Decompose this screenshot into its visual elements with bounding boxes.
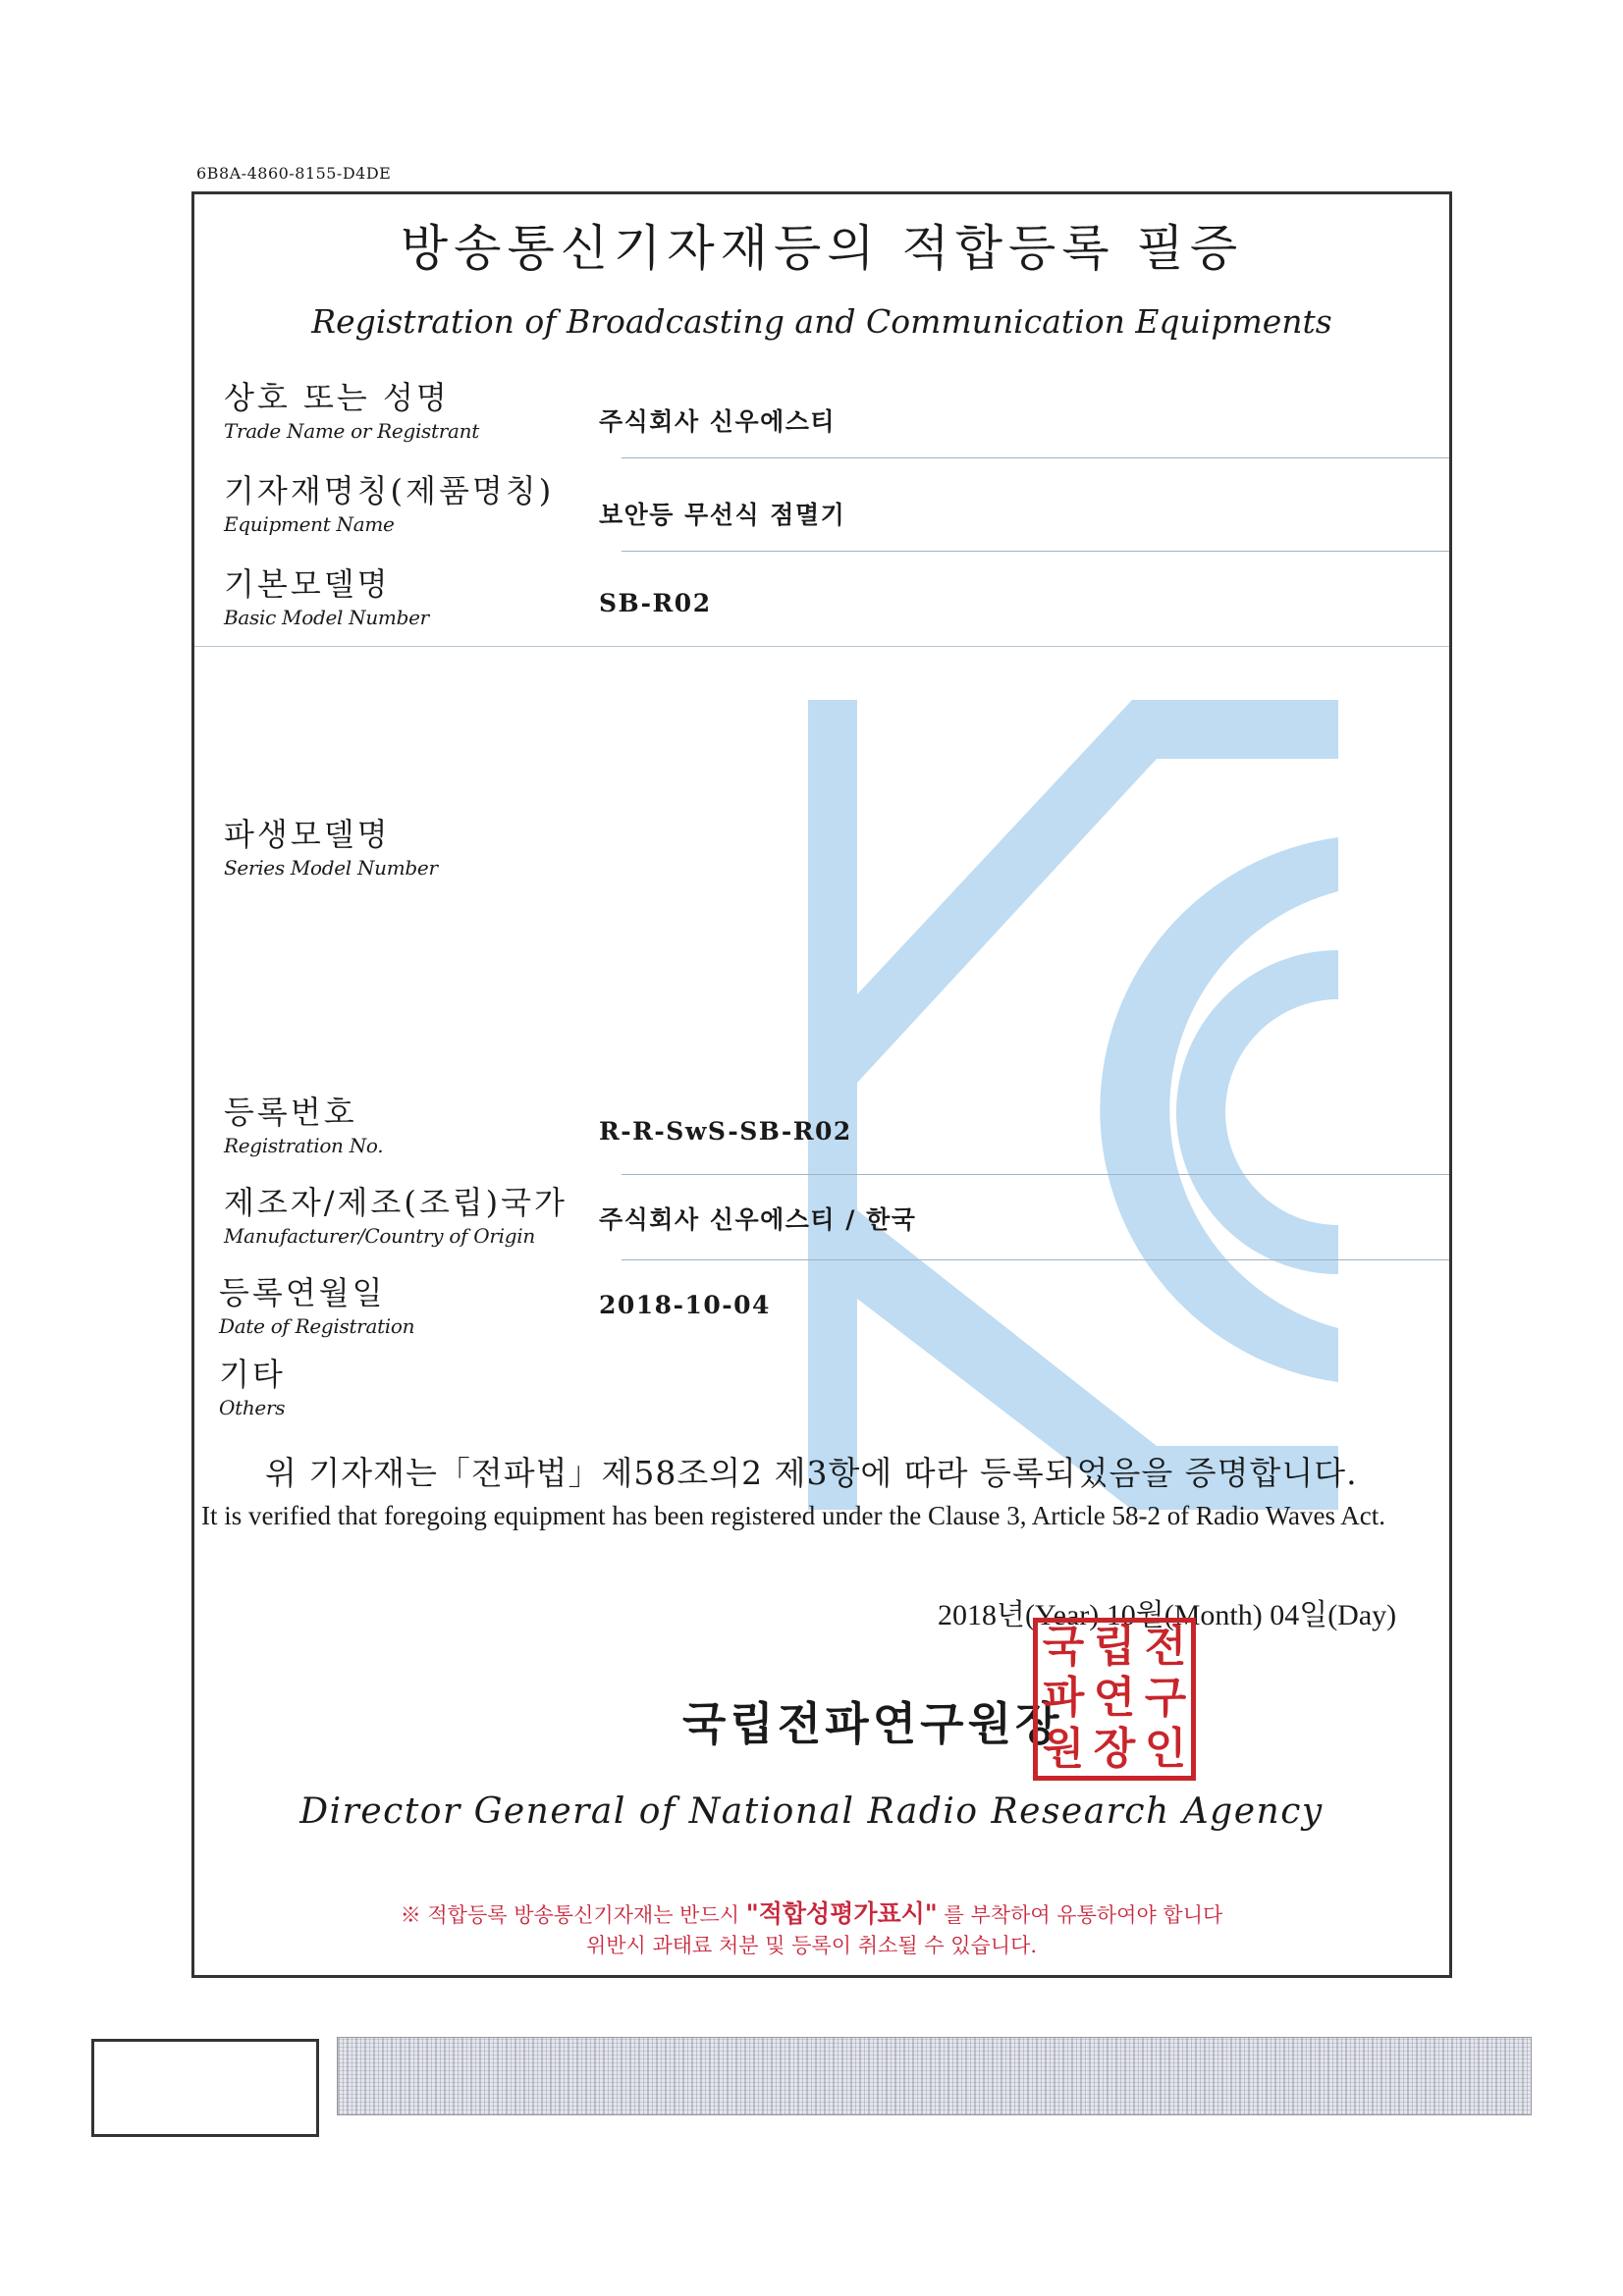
seal-char: 인: [1144, 1724, 1187, 1774]
seal-char: 파: [1042, 1673, 1085, 1723]
stamp-box: [91, 2039, 319, 2137]
registration-date-label: [219, 1276, 414, 1338]
seal-char: 전: [1144, 1622, 1187, 1672]
statement-korean: 위 기자재는「전파법」제58조의2 제3항에 따라 등록되었음을 증명합니다.: [265, 1454, 1358, 1492]
issuer-korean: 국립전파연구원장: [682, 1697, 1063, 1750]
notice-emphasis: "적합성평가표시": [745, 1899, 938, 1928]
security-pattern-strip: [337, 2037, 1532, 2115]
manufacturer-label-ko: 제조자/제조(조립)국가: [224, 1184, 568, 1221]
basic-model-label: [224, 567, 429, 629]
seal-char: 구: [1144, 1673, 1187, 1723]
issuer-english: Director General of National Radio Research Agency: [299, 1791, 1324, 1832]
registration-no-label-en: Registration No.: [224, 1134, 384, 1158]
seal-char: 장: [1093, 1724, 1136, 1774]
equipment-name-value: 보안등 무선식 점멸기: [599, 501, 846, 529]
divider: [194, 646, 1449, 647]
notice-line-1: [0, 1895, 1623, 1930]
trade-name-label-en: Trade Name or Registrant: [224, 419, 479, 444]
basic-model-label-ko: 기본모델명: [224, 565, 391, 603]
equipment-name-label: [224, 474, 554, 536]
divider: [622, 1174, 1449, 1175]
seal-char: 원: [1042, 1724, 1085, 1774]
basic-model-label-en: Basic Model Number: [224, 606, 429, 630]
registration-date-label-en: Date of Registration: [219, 1314, 415, 1339]
statement-english: It is verified that foregoing equipment has been registered under the Clause 3, Article 58-2 of Radio Waves Act.: [201, 1501, 1385, 1530]
issue-date: 2018년(Year) 10월(Month) 04일(Day): [938, 1599, 1397, 1631]
trade-name-label-ko: 상호 또는 성명: [224, 379, 450, 416]
equipment-name-label-ko: 기자재명칭(제품명칭): [224, 472, 555, 509]
trade-name-label: [224, 381, 479, 443]
official-seal: [1033, 1618, 1196, 1781]
others-label-en: Others: [219, 1396, 286, 1420]
equipment-name-label-en: Equipment Name: [224, 512, 395, 537]
registration-no-label-ko: 등록번호: [224, 1094, 357, 1131]
notice-line-2: 위반시 과태료 처분 및 등록이 취소될 수 있습니다.: [585, 1934, 1038, 1957]
divider: [622, 457, 1449, 458]
basic-model-value: SB-R02: [599, 589, 712, 617]
title-english: Registration of Broadcasting and Communication Equipments: [311, 302, 1332, 341]
seal-char: 국: [1042, 1622, 1085, 1672]
series-model-label-en: Series Model Number: [224, 856, 438, 881]
title-korean: 방송통신기자재등의 적합등록 필증: [400, 220, 1244, 277]
notice-prefix: ※ 적합등록 방송통신기자재는 반드시: [400, 1903, 740, 1927]
others-label: [219, 1358, 286, 1419]
registration-date-label-ko: 등록연월일: [219, 1274, 386, 1311]
manufacturer-label-en: Manufacturer/Country of Origin: [224, 1224, 535, 1249]
trade-name-value: 주식회사 신우에스티: [599, 407, 837, 436]
manufacturer-value: 주식회사 신우에스티 / 한국: [599, 1205, 917, 1234]
registration-date-value: 2018-10-04: [599, 1291, 771, 1319]
divider: [622, 551, 1449, 552]
registration-no-label: [224, 1095, 383, 1157]
seal-char: 연: [1093, 1673, 1136, 1723]
series-model-label-ko: 파생모델명: [224, 816, 391, 853]
kc-mark-icon: [808, 700, 1338, 1510]
registration-no-value: R-R-SwS-SB-R02: [599, 1117, 852, 1146]
divider: [622, 1259, 1449, 1260]
document-id: 6B8A-4860-8155-D4DE: [196, 164, 392, 183]
seal-char: 립: [1093, 1622, 1136, 1672]
others-label-ko: 기타: [219, 1356, 286, 1393]
notice-suffix: 를 부착하여 유통하여야 합니다: [944, 1903, 1223, 1927]
manufacturer-label: [224, 1186, 568, 1248]
series-model-label: [224, 818, 438, 880]
